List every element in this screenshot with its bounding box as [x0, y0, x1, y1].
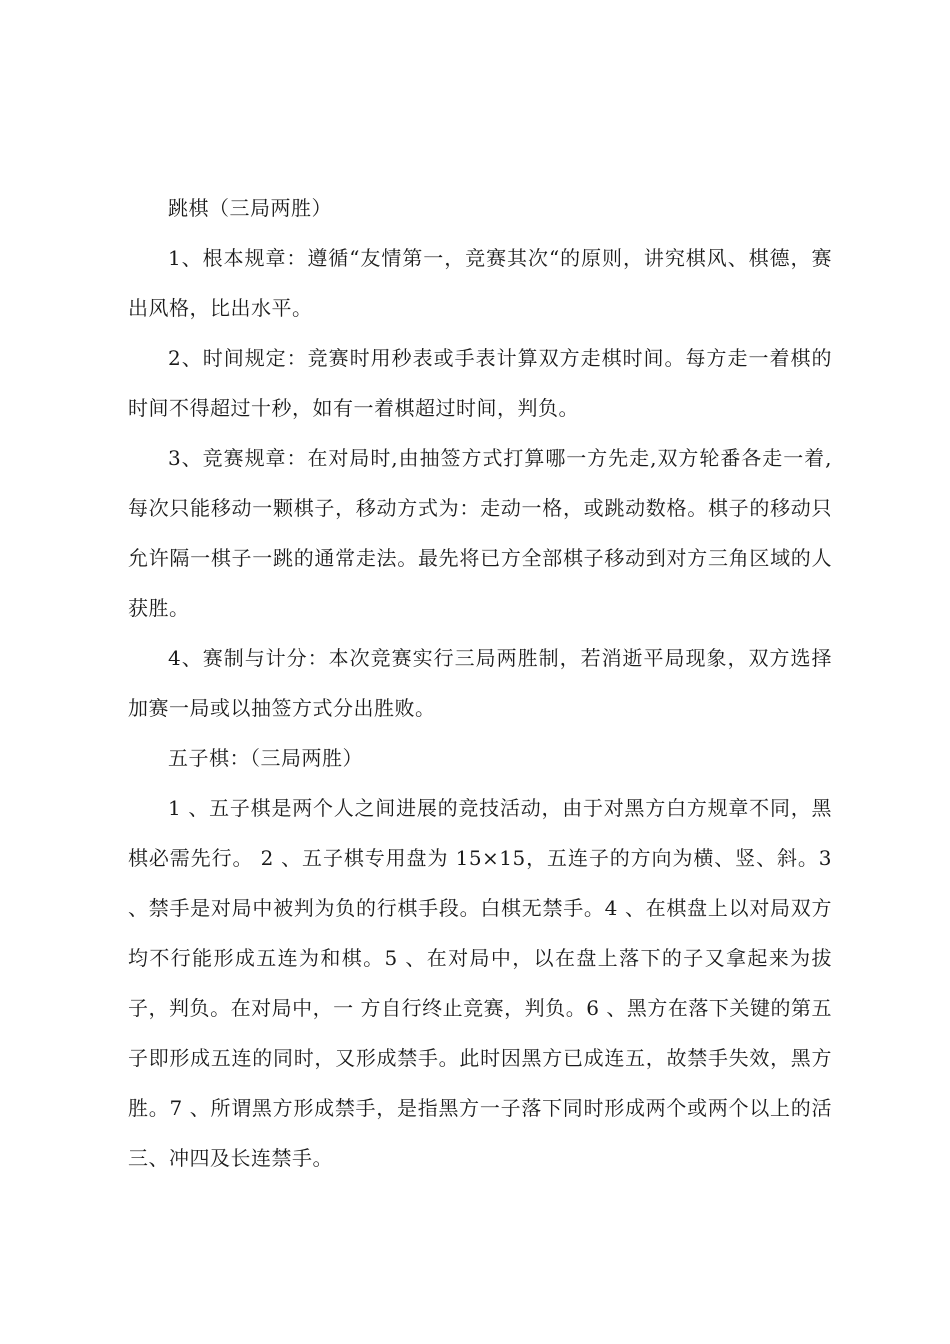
- document-body: [128, 183, 832, 1183]
- paragraph-game-rules: 3、竞赛规章：在对局时,由抽签方式打算哪一方先走,双方轮番各走一着,每次只能移动一颗棋子，移动方式为：走动一格，或跳动数格。棋子的移动只允许隔一棋子一跳的通常走法。最先将已方全部棋子移动到对方三角区域的人获胜。: [128, 446, 832, 620]
- paragraph-wuziqi-rules: 1 、五子棋是两个人之间进展的竞技活动，由于对黑方白方规章不同，黑棋必需先行。 2 、五子棋专用盘为 15×15，五连子的方向为横、竖、斜。3 、禁手是对局中被判为负的行棋手段。白棋无禁手。4 、在棋盘上以对局双方均不行能形成五连为和棋。5 、在对局中，以在盘上落下的子又拿起来为拔子，判负。在对局中，一 方自行终止竞赛，判负。6 、黑方在落下关键的第五子即形成五连的同时，又形成禁手。此时因黑方已成连五，故禁手失效，黑方胜。7 、所谓黑方形成禁手，是指黑方一子落下同时形成两个或两个以上的活三、冲四及长连禁手。: [128, 796, 832, 1170]
- paragraph-time-rules: 2、时间规定：竞赛时用秒表或手表计算双方走棋时间。每方走一着棋的时间不得超过十秒，如有一着棋超过时间，判负。: [128, 346, 832, 420]
- paragraph-basic-rules: 1、根本规章：遵循“友情第一，竞赛其次“的原则，讲究棋风、棋德，赛出风格，比出水平。: [128, 246, 832, 320]
- section-heading-wuziqi: 五子棋：（三局两胜）: [168, 746, 363, 770]
- section-heading-tiaoqi: 跳棋（三局两胜）: [168, 196, 332, 220]
- paragraph-scoring: 4、赛制与计分：本次竞赛实行三局两胜制，若消逝平局现象，双方选择加赛一局或以抽签方式分出胜败。: [128, 646, 832, 720]
